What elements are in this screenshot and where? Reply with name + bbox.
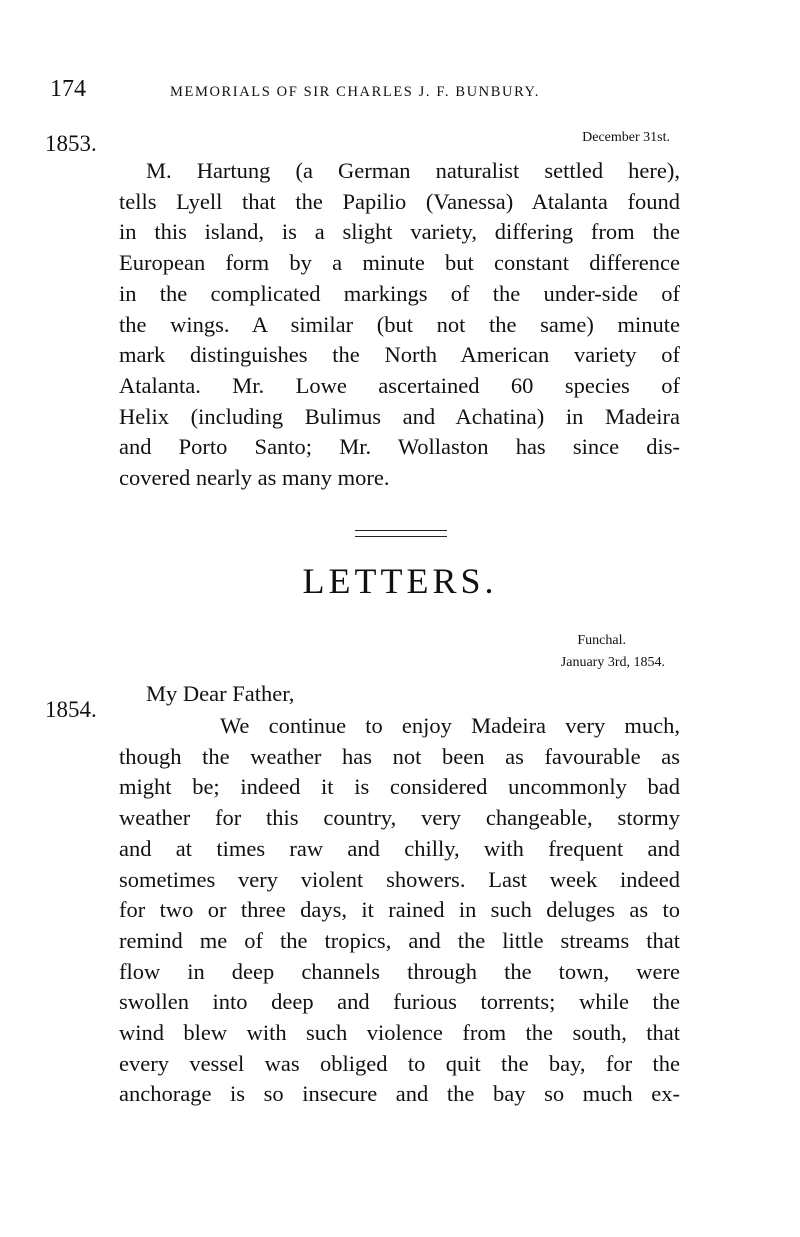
- entry-date: December 31st.: [582, 130, 670, 145]
- text-line: flow in deep channels through the town, were: [119, 958, 680, 984]
- text-line: wind blew with such violence from the south, that: [119, 1020, 680, 1046]
- text-line: European form by a minute but constant difference: [119, 250, 680, 276]
- text-line: mark distinguishes the North American variety of: [119, 342, 680, 368]
- margin-year-1854: 1854.: [45, 697, 97, 722]
- text-line: Atalanta. Mr. Lowe ascertained 60 species of: [119, 372, 680, 398]
- letter-place: Funchal.: [577, 633, 626, 648]
- letter-date: January 3rd, 1854.: [560, 655, 665, 670]
- text-line: swollen into deep and furious torrents; while the: [119, 989, 680, 1015]
- section-heading: LETTERS.: [302, 561, 498, 601]
- text-line: in this island, is a slight variety, differing from the: [119, 219, 680, 245]
- text-line: every vessel was obliged to quit the bay, for the: [119, 1050, 680, 1076]
- text-line: the wings. A similar (but not the same) minute: [119, 311, 680, 337]
- text-line: and at times raw and chilly, with frequent and: [119, 835, 680, 861]
- text-line: for two or three days, it rained in such deluges as to: [119, 897, 680, 923]
- text-line: remind me of the tropics, and the little streams that: [119, 927, 680, 953]
- text-line: M. Hartung (a German naturalist settled here),: [146, 158, 680, 183]
- text-line: sometimes very violent showers. Last week indeed: [119, 866, 680, 892]
- letter-body-paragraph: [119, 711, 680, 1110]
- running-title: MEMORIALS OF SIR CHARLES J. F. BUNBURY.: [170, 84, 540, 100]
- text-line: We continue to enjoy Madeira very much,: [220, 713, 680, 738]
- text-line: Helix (including Bulimus and Achatina) in Madeira: [119, 403, 680, 429]
- section-divider: [355, 530, 447, 537]
- text-line: though the weather has not been as favourable as: [119, 743, 680, 769]
- text-line: tells Lyell that the Papilio (Vanessa) Atalanta found: [119, 188, 680, 214]
- text-line: might be; indeed it is considered uncommonly bad: [119, 774, 680, 800]
- diary-entry-paragraph: [119, 156, 680, 494]
- text-line: covered nearly as many more.: [119, 465, 390, 491]
- text-line: and Porto Santo; Mr. Wollaston has since dis-: [119, 434, 680, 460]
- page-number: 174: [50, 76, 86, 102]
- margin-year-1853: 1853.: [45, 131, 97, 156]
- text-line: in the complicated markings of the under-side of: [119, 280, 680, 306]
- text-line: anchorage is so insecure and the bay so much ex-: [119, 1081, 680, 1107]
- letter-salutation: My Dear Father,: [146, 681, 295, 706]
- text-line: weather for this country, very changeable, stormy: [119, 805, 680, 831]
